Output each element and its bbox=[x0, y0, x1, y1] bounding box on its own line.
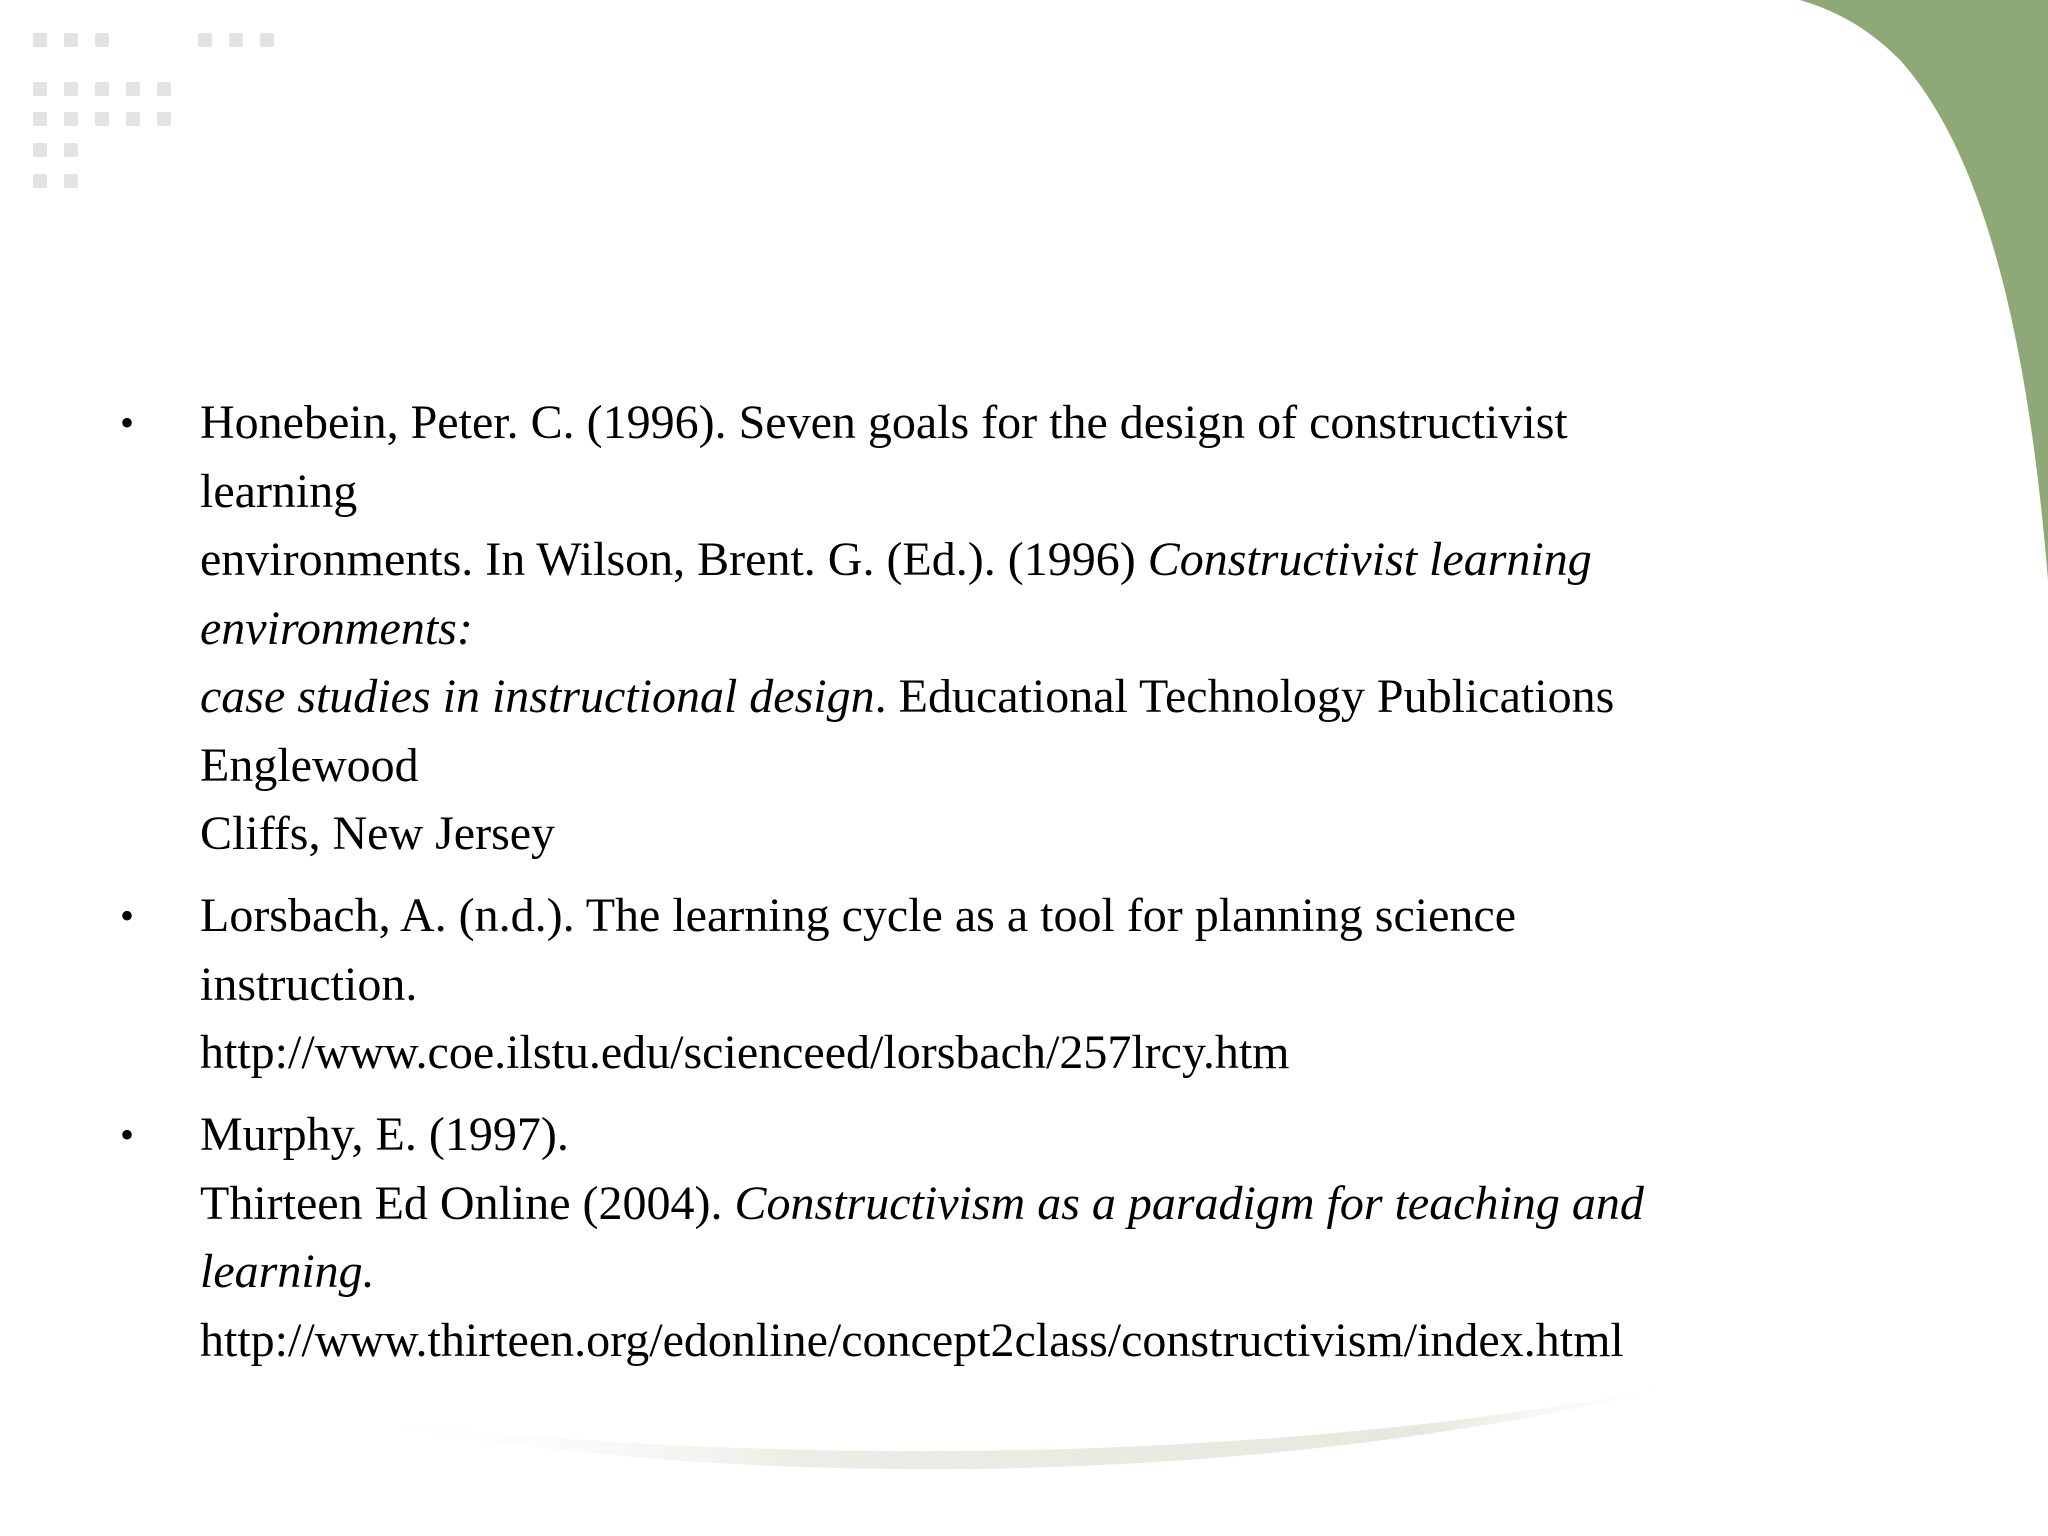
reference-line: Honebein, Peter. C. (1996). Seven goals for the design of constructivist bbox=[200, 396, 1568, 449]
reference-list bbox=[0, 389, 2048, 1388]
bottom-gray-swoosh bbox=[330, 1380, 1700, 1469]
bullet: • bbox=[120, 1112, 135, 1157]
corner-square-pattern bbox=[33, 33, 274, 188]
bullet: • bbox=[120, 400, 135, 445]
reference-line: Murphy, E. (1997). bbox=[200, 1108, 569, 1161]
reference-line bbox=[200, 595, 473, 664]
reference-line: Englewood bbox=[200, 738, 419, 792]
reference-line: Lorsbach, A. (n.d.). The learning cycle as a tool for planning science bbox=[200, 889, 1516, 942]
reference-line: instruction. bbox=[200, 957, 418, 1011]
reference-url: http://www.coe.ilstu.edu/scienceed/lorsbach/257lrcy.htm bbox=[200, 1026, 1290, 1079]
reference-line: Cliffs, New Jersey bbox=[200, 807, 556, 860]
reference-line: case studies in instructional design. Educational Technology Publications bbox=[200, 670, 1615, 723]
reference-line: environments. In Wilson, Brent. G. (Ed.). (1996) Constructivist learning bbox=[200, 533, 1592, 586]
reference-item-lorsbach bbox=[0, 882, 2048, 1088]
bullet: • bbox=[120, 893, 135, 938]
reference-line bbox=[200, 1238, 375, 1307]
reference-line: learning bbox=[200, 464, 358, 518]
article-title: learning. bbox=[200, 1245, 375, 1298]
reference-item-honebein bbox=[0, 389, 2048, 869]
book-title: case studies in instructional design bbox=[200, 670, 875, 723]
reference-item-murphy bbox=[0, 1101, 2048, 1375]
book-title: environments: bbox=[200, 601, 473, 655]
book-title: Constructivist learning bbox=[1147, 533, 1592, 586]
reference-url: http://www.thirteen.org/edonline/concept2class/constructivism/index.html bbox=[200, 1313, 1624, 1367]
reference-line: Thirteen Ed Online (2004). Constructivism as a paradigm for teaching and bbox=[200, 1176, 1644, 1230]
article-title: Constructivism as a paradigm for teaching and bbox=[734, 1176, 1644, 1230]
